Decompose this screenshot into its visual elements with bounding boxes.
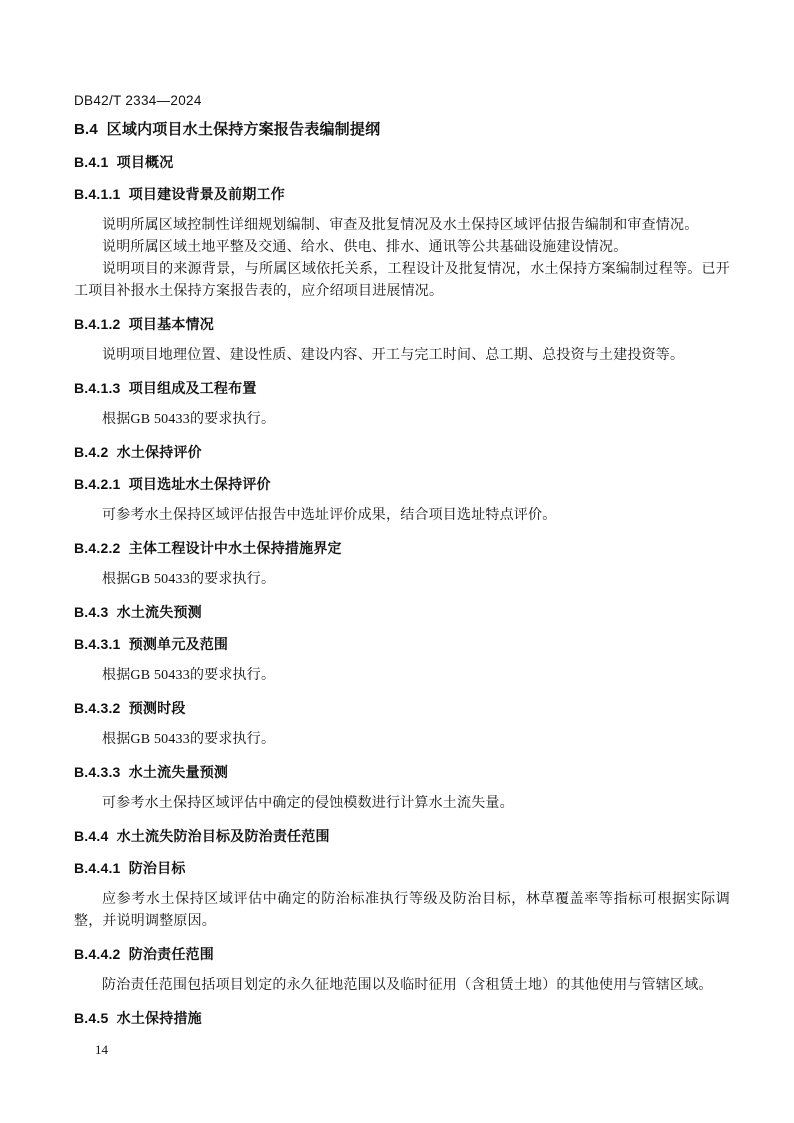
page-number: 14: [95, 1042, 108, 1057]
heading-b-4-1-3: B.4.1.3 项目组成及工程布置: [74, 380, 257, 396]
paragraph: 可参考水土保持区域评估中确定的侵蚀模数进行计算水土流失量。: [102, 796, 514, 811]
paragraph: 根据GB 50433的要求执行。: [102, 572, 276, 587]
heading-b-4-4-1: B.4.4.1 防治目标: [74, 860, 186, 876]
heading-b-4-3-2: B.4.3.2 预测时段: [74, 700, 186, 716]
paragraph: 根据GB 50433的要求执行。: [102, 412, 276, 427]
heading-b-4-3-1: B.4.3.1 预测单元及范围: [74, 636, 229, 652]
paragraph: 可参考水土保持区域评估报告中选址评价成果，结合项目选址特点评价。: [102, 508, 557, 523]
heading-b-4-1-2: B.4.1.2 项目基本情况: [74, 316, 214, 332]
paragraph: 说明所属区域控制性详细规划编制、审查及批复情况及水土保持区域评估报告编制和审查情况。: [102, 218, 699, 233]
heading-b-4-1-1: B.4.1.1 项目建设背景及前期工作: [74, 186, 285, 202]
paragraph: 说明项目的来源背景，与所属区域依托关系，工程设计及批复情况，水土保持方案编制过程等。已开工项目补报水土保持方案报告表的，应介绍项目进展情况。: [74, 262, 730, 299]
heading-b-4-2-1: B.4.2.1 项目选址水土保持评价: [74, 476, 271, 492]
heading-b-4: B.4 区域内项目水土保持方案报告表编制提纲: [74, 121, 381, 138]
document-standard-number: DB42/T 2334—2024: [74, 93, 202, 108]
paragraph: 应参考水土保持区域评估中确定的防治标准执行等级及防治目标，林草覆盖率等指标可根据实际调整，并说明调整原因。: [74, 892, 730, 929]
heading-b-4-3: B.4.3 水土流失预测: [74, 604, 202, 620]
paragraph: 根据GB 50433的要求执行。: [102, 732, 276, 747]
heading-b-4-2-2: B.4.2.2 主体工程设计中水土保持措施界定: [74, 540, 342, 556]
heading-b-4-3-3: B.4.3.3 水土流失量预测: [74, 764, 229, 780]
heading-b-4-1: B.4.1 项目概况: [74, 154, 174, 170]
document-body: [74, 119, 730, 1029]
heading-b-4-2: B.4.2 水土保持评价: [74, 444, 202, 460]
heading-b-4-5: B.4.5 水土保持措施: [74, 1010, 202, 1026]
paragraph: 说明项目地理位置、建设性质、建设内容、开工与完工时间、总工期、总投资与土建投资等。: [102, 348, 685, 363]
paragraph: 说明所属区域土地平整及交通、给水、供电、排水、通讯等公共基础设施建设情况。: [102, 240, 628, 255]
heading-b-4-4-2: B.4.4.2 防治责任范围: [74, 946, 214, 962]
paragraph: 根据GB 50433的要求执行。: [102, 668, 276, 683]
paragraph: 防治责任范围包括项目划定的永久征地范围以及临时征用（含租赁土地）的其他使用与管辖区域。: [102, 978, 713, 993]
heading-b-4-4: B.4.4 水土流失防治目标及防治责任范围: [74, 828, 330, 844]
